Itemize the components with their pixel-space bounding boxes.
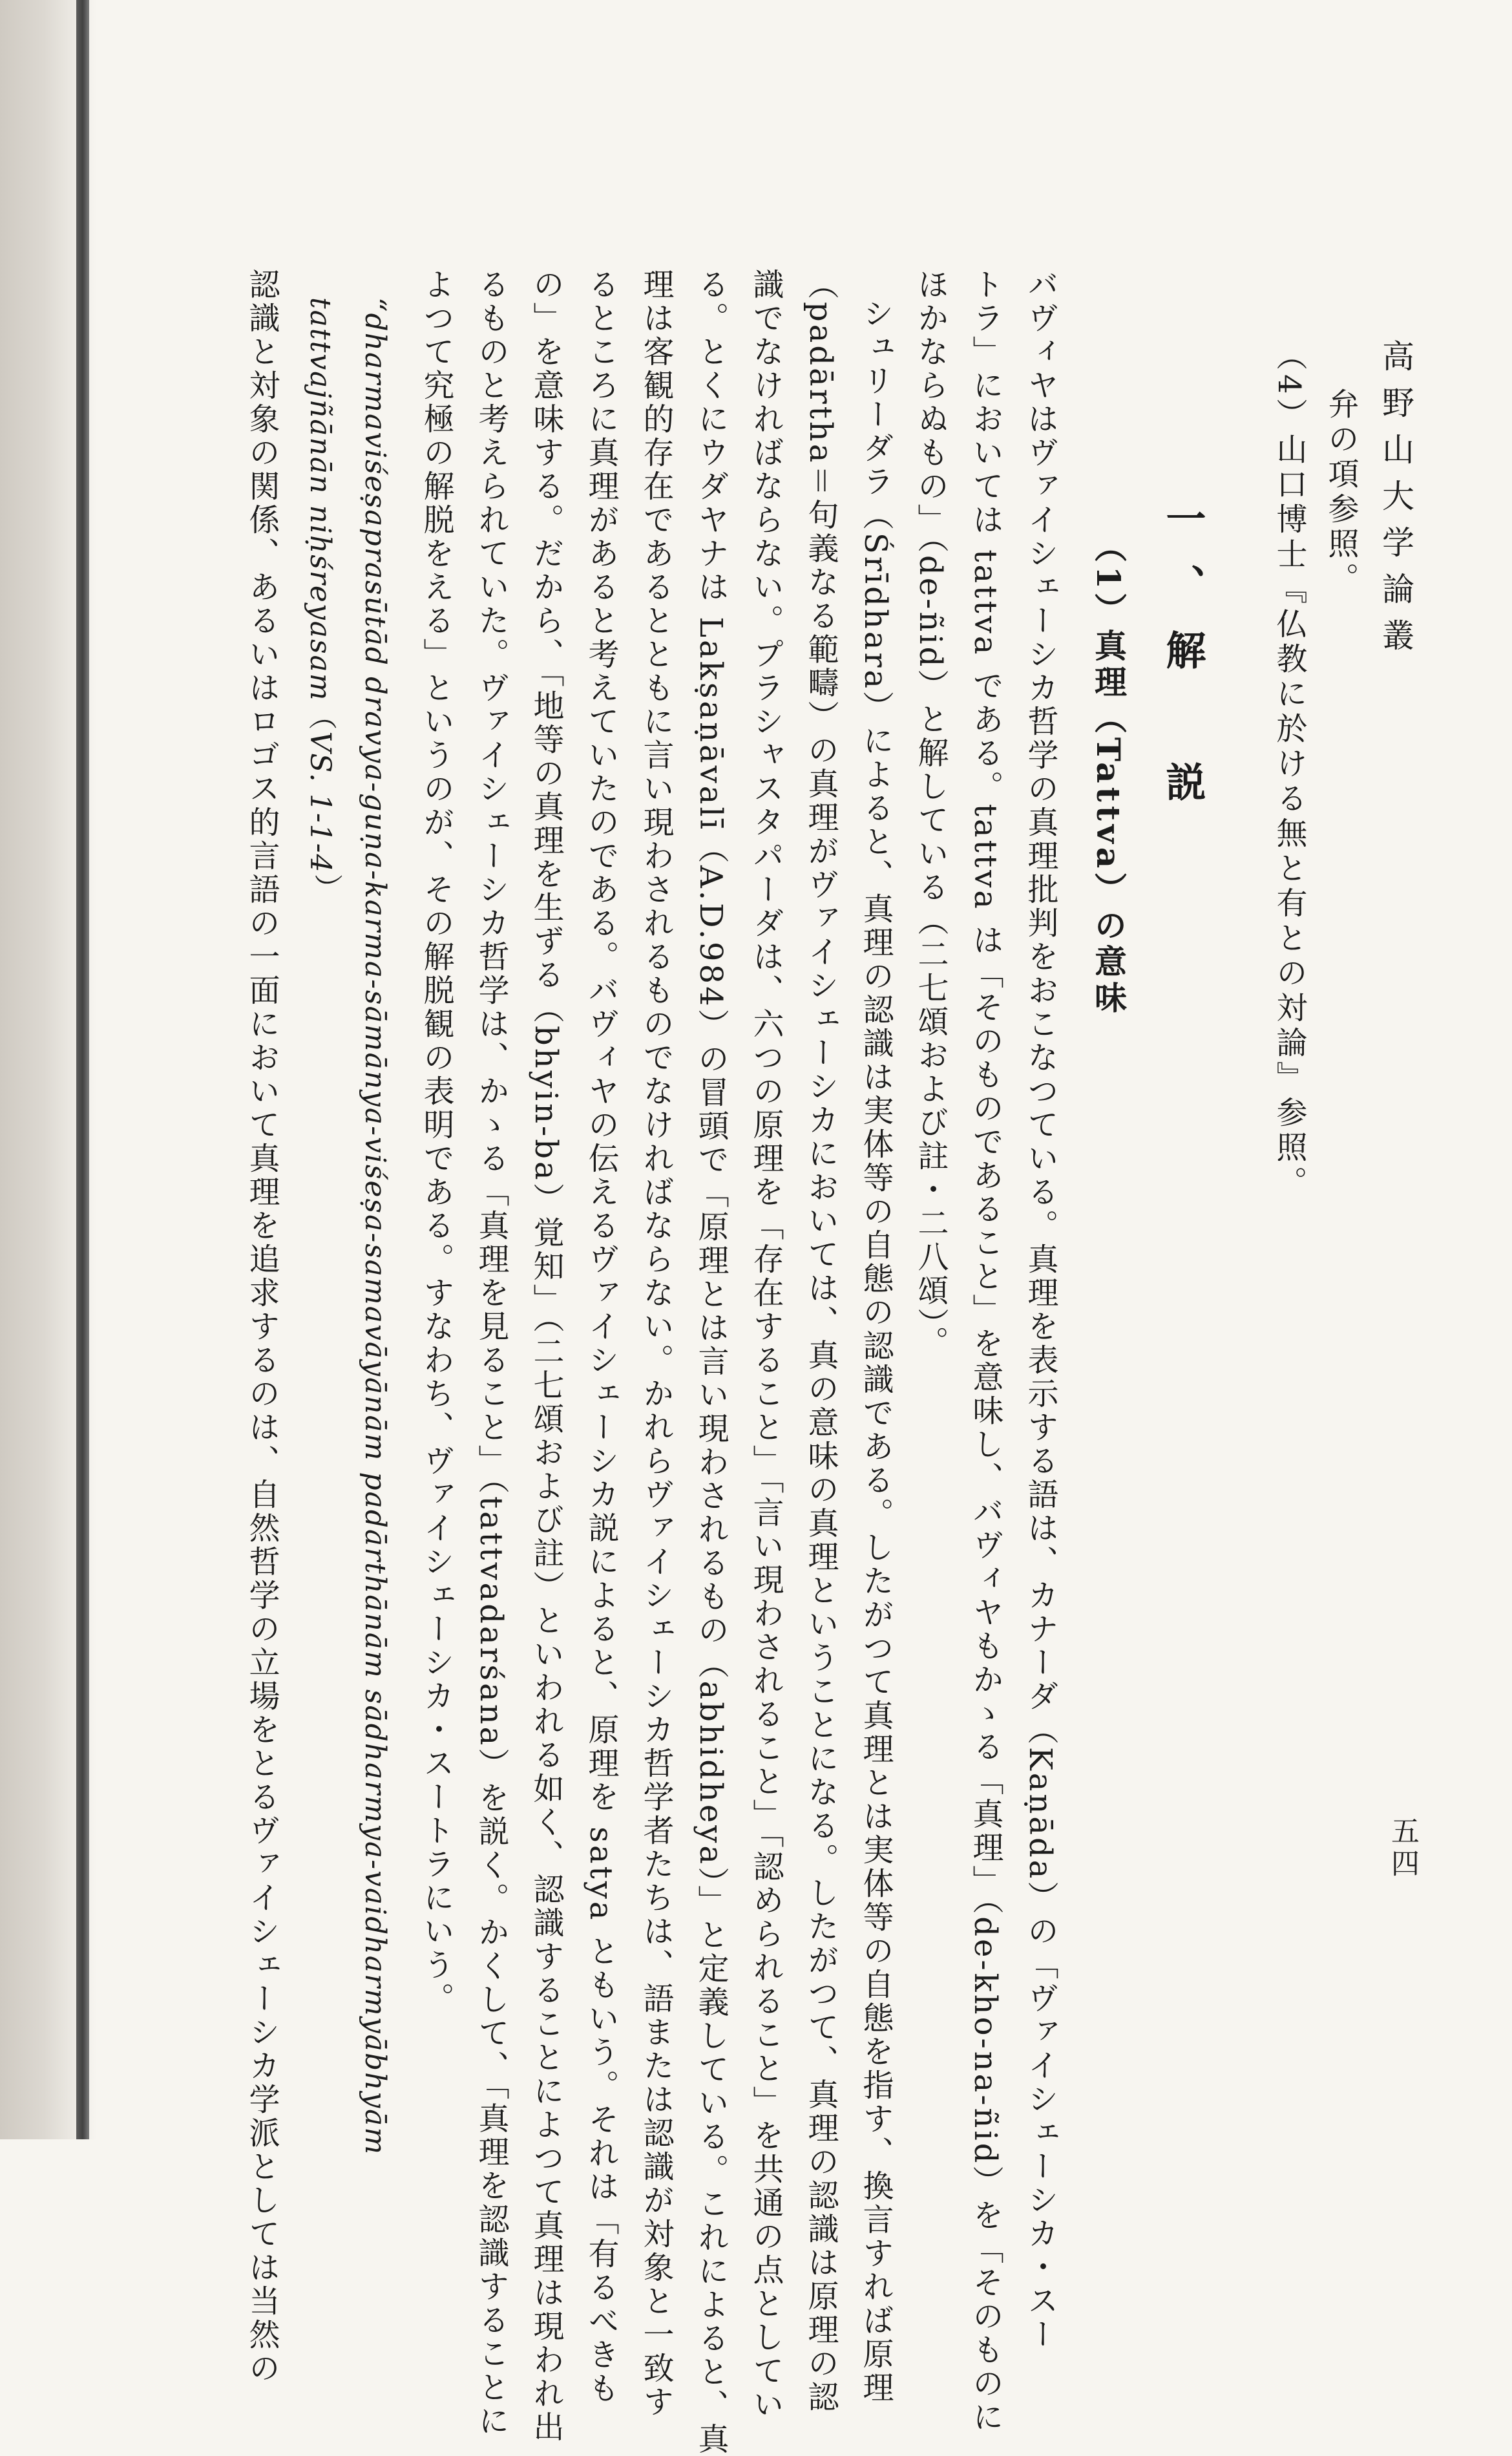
page-number: 五四 [1386, 1816, 1419, 1881]
body-line: 識でなければならない。プラシャスタパーダは、六つの原理を「存在すること」「言い現わされること」「認められること」を共通の点としてい [748, 268, 784, 2422]
sanskrit-quote-line: tattvajñānān niḥśreyasam（VS. 1-1-4） [304, 297, 337, 904]
body-line: 理は客観的存在であるとともに言い現わされるものでなければならない。かれらヴァイシェーシカ哲学者たちは、語または認識が対象と一致す [638, 268, 674, 2419]
footnote-line: 弁の項参照。 [1323, 388, 1359, 597]
body-line: トラ」においては tattva である。tattva は「そのものであること」を意味し、バヴィヤもかゝる「真理」（de-kho-na-ñid）を「そのものに [967, 268, 1003, 2435]
running-header: 高野山大学論叢 [1377, 339, 1414, 665]
subsection-heading: （1）真理（Tattva）の意味 [1089, 530, 1128, 1017]
body-line: （padārtha＝句義なる範疇）の真理がヴァイシェーシカにおいては、真の意味の真理ということになる。したがつて、真理の認識は原理の認 [803, 268, 839, 2415]
body-line: シュリーダラ（Śrīdhara）によると、真理の認識は実体等の自態の認識である。したがつて真理とは実体等の自態を指す、換言すれば原理 [857, 297, 894, 2405]
body-line: の」を意味する。だから、「地等の真理を生ずる（bhyin-ba）覚知」（二七頌および註）といわれる如く、認識することによつて真理は現われ出 [528, 268, 564, 2444]
scan-gutter-line [76, 0, 89, 2139]
section-heading: 一、解 説 [1159, 498, 1206, 827]
body-line: るものと考えられていた。ヴァイシェーシカ哲学は、かゝる「真理を見ること」（tattvadarśana）を説く。かくして、「真理を認識することに [473, 268, 509, 2439]
body-line: よつて究極の解脱をえる」というのが、その解脱観の表明である。すなわち、ヴァイシェーシカ・スートラにいう。 [418, 268, 454, 2016]
body-line: ほかならぬもの」（de-ñid）と解している（二七頌および註・二八頌）。 [912, 268, 949, 1360]
sanskrit-quote-line: “dharmaviśeṣaprasūtād dravya-guṇa-karma-sāmānya-viśeṣa-samavāyānām padārthānām sādharmya-vaidharmyābhyām [359, 297, 392, 2156]
body-line: るところに真理があると考えていたのである。バヴィヤの伝えるヴァイシェーシカ説によると、原理を satya ともいう。それは「有るべきも [583, 268, 619, 2406]
body-line: 認識と対象の関係、あるいはロゴス的言語の一面において真理を追求するのは、自然哲学の立場をとるヴァイシェーシカ学派としては当然の [244, 268, 280, 2386]
footnote-line: （4）山口博士『仏教に於ける無と有との対論』参照。 [1271, 339, 1307, 1201]
body-line: バヴィヤはヴァイシェーシカ哲学の真理批判をおこなつている。真理を表示する語は、カナーダ（Kaṇāda）の「ヴァイシェーシカ・スー [1022, 268, 1058, 2352]
body-line: る。とくにウダヤナは Lakṣaṇāvalī（A.D.984）の冒頭で「原理とは言い現わされるもの（abhidheya）」と定義している。これによると、真 [693, 268, 729, 2456]
